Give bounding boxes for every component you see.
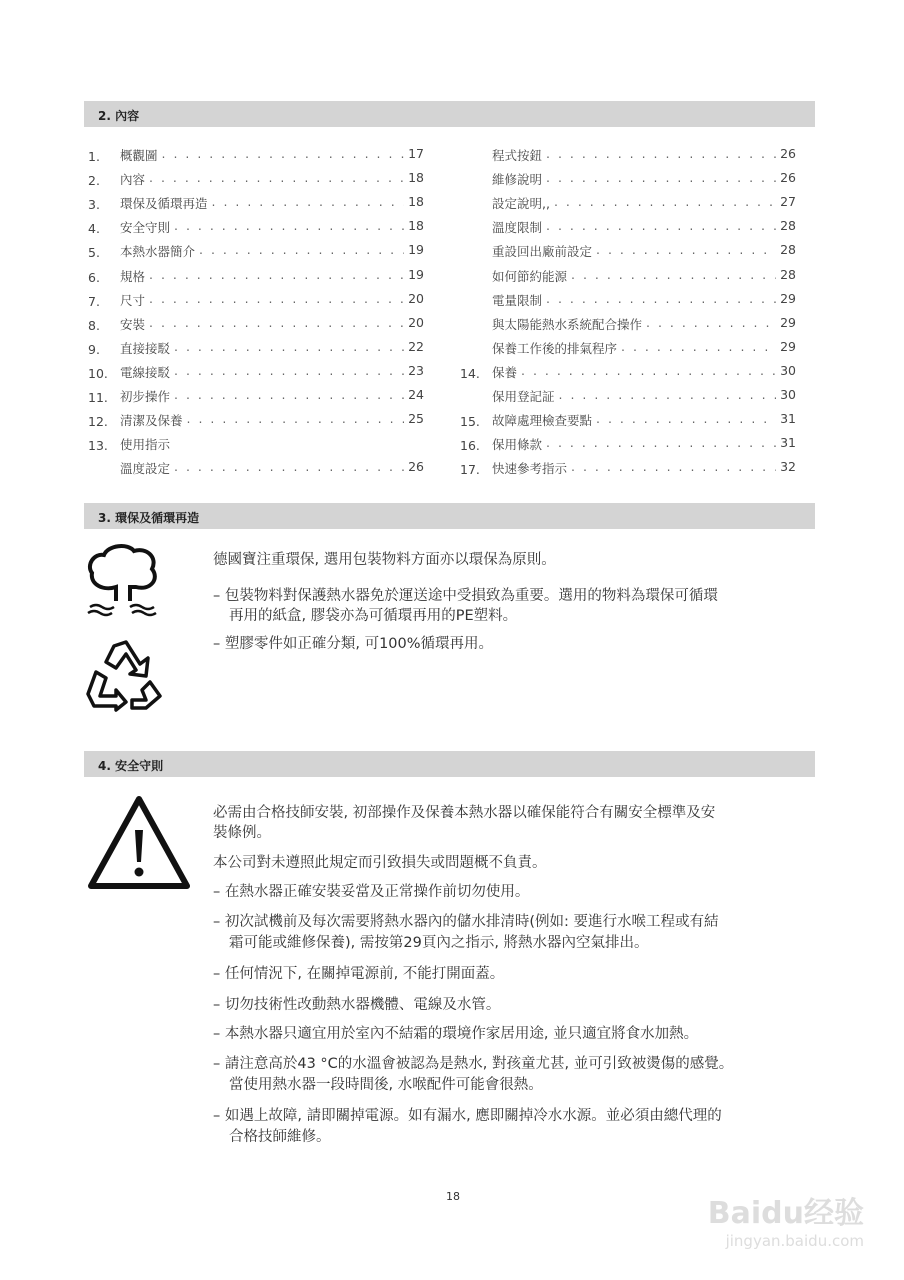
- toc-title: 內容: [120, 172, 146, 188]
- dot-leader: [571, 459, 776, 477]
- toc-title: 尺寸: [120, 292, 146, 308]
- toc-title: 環保及循環再造: [120, 196, 208, 212]
- toc-item[interactable]: [88, 218, 424, 236]
- toc-number: 6.: [88, 269, 100, 285]
- env-intro: 德國寶注重環保, 選用包裝物料方面亦以環保為原則。: [213, 552, 556, 568]
- toc-page: 20: [408, 314, 424, 330]
- toc-number: 1.: [88, 149, 100, 164]
- toc-number: 4.: [88, 221, 100, 237]
- toc-page: 29: [780, 290, 796, 306]
- toc-title: 如何節約能源: [492, 268, 568, 284]
- dot-leader: [149, 291, 404, 309]
- safety-bullet: – 如遇上故障, 請即關掉電源。如有漏水, 應即關掉冷水水源。並必須由總代理的: [213, 1108, 722, 1124]
- toc-item[interactable]: [88, 435, 424, 453]
- toc-item[interactable]: [88, 267, 424, 285]
- toc-item[interactable]: [88, 363, 424, 381]
- toc-page: 28: [780, 218, 796, 234]
- toc-page: 19: [408, 242, 424, 258]
- toc-page: 18: [408, 194, 424, 210]
- page-number: 18: [446, 1190, 460, 1203]
- toc-title: 保用登記証: [492, 389, 555, 404]
- toc-title: 概觀圖: [120, 148, 158, 163]
- toc-number: 12.: [88, 414, 108, 430]
- toc-item[interactable]: [460, 435, 796, 453]
- toc-number: 8.: [88, 317, 100, 333]
- watermark: Baidu经验 jingyan.baidu.com: [707, 1196, 864, 1250]
- toc-title: 保養: [492, 364, 518, 380]
- env-bullet: – 包裝物料對保護熱水器免於運送途中受損致為重要。選用的物料為環保可循環: [213, 588, 718, 604]
- toc-item[interactable]: [88, 242, 424, 260]
- toc-item[interactable]: [460, 242, 796, 260]
- toc-number: 14.: [460, 365, 480, 381]
- toc-page: 31: [780, 411, 796, 427]
- toc-number: 10.: [88, 365, 108, 381]
- toc-item[interactable]: [88, 291, 424, 309]
- safety-bullet: – 本熱水器只適宜用於室內不結霜的環境作家居用途, 並只適宜將食水加熱。: [213, 1026, 699, 1042]
- toc-title: 維修說明: [492, 172, 543, 188]
- safety-para: 必需由合格技師安裝, 初部操作及保養本熱水器以確保能符合有關安全標準及安: [213, 805, 716, 821]
- dot-leader: [596, 411, 776, 429]
- toc-title: 保用條款: [492, 437, 543, 453]
- toc-number: 9.: [88, 341, 100, 357]
- toc-item[interactable]: [460, 146, 796, 164]
- toc-title: 保養工作後的排氣程序: [492, 340, 618, 356]
- toc-number: 15.: [460, 414, 480, 430]
- toc-item[interactable]: [88, 387, 424, 405]
- toc-item[interactable]: [88, 146, 424, 164]
- dot-leader: [646, 315, 776, 333]
- toc-page: 30: [780, 387, 796, 402]
- safety-bullet: – 在熱水器正確安裝妥當及正常操作前切勿使用。: [213, 884, 530, 900]
- toc-title: 設定說明,,: [492, 196, 550, 212]
- dot-leader: [174, 387, 404, 405]
- safety-bullet-cont: 霜可能或維修保養), 需按第29頁內之指示, 將熱水器內空氣排出。: [229, 935, 649, 951]
- section-header-contents: 2. 內容: [84, 101, 815, 127]
- dot-leader: [149, 170, 404, 188]
- toc-item[interactable]: [88, 339, 424, 357]
- toc-item[interactable]: [460, 291, 796, 309]
- toc-page: 29: [780, 338, 796, 354]
- dot-leader: [162, 146, 405, 164]
- toc-title: 本熱水器簡介: [120, 244, 196, 260]
- toc-item[interactable]: [460, 170, 796, 188]
- toc-page: 32: [780, 459, 796, 475]
- safety-bullet: – 初次試機前及每次需要將熱水器內的儲水排清時(例如: 要進行水喉工程或有結: [213, 914, 719, 930]
- toc-item[interactable]: [88, 170, 424, 188]
- dot-leader: [174, 218, 404, 236]
- toc-title: 重設回出廠前設定: [492, 244, 593, 260]
- toc-page: 23: [408, 362, 424, 378]
- env-bullet: – 塑膠零件如正確分類, 可100%循環再用。: [213, 636, 494, 652]
- dot-leader: [621, 339, 776, 357]
- toc-item[interactable]: [460, 315, 796, 333]
- dot-leader: [546, 170, 776, 188]
- toc-title: 與太陽能熱水系統配合操作: [492, 316, 643, 332]
- toc-page: 28: [780, 266, 796, 282]
- toc-item[interactable]: [88, 411, 424, 429]
- toc-title: 安裝: [120, 316, 146, 332]
- recycle-icon: [86, 638, 164, 712]
- safety-bullet-cont: 當使用熱水器一段時間後, 水喉配件可能會很熱。: [229, 1077, 543, 1093]
- safety-para: 本公司對未遵照此規定而引致損失或問題概不負責。: [213, 855, 547, 871]
- toc-page: 17: [408, 146, 424, 161]
- toc-page: 22: [408, 338, 424, 354]
- dot-leader: [149, 315, 404, 333]
- dot-leader: [174, 459, 404, 477]
- toc-item[interactable]: [460, 218, 796, 236]
- dot-leader: [521, 363, 776, 381]
- toc-page: 27: [780, 194, 796, 210]
- toc-number: 3.: [88, 197, 100, 213]
- toc-item[interactable]: [460, 387, 796, 405]
- toc-title: 程式按鈕: [492, 148, 543, 163]
- dot-leader: [571, 267, 776, 285]
- toc-title: 初步操作: [120, 389, 171, 404]
- dot-leader: [174, 363, 404, 381]
- safety-bullet: – 請注意高於43 °C的水溫會被認為是熱水, 對孩童尤甚, 並可引致被燙傷的感覺。: [213, 1056, 734, 1072]
- env-bullet-cont: 再用的紙盒, 膠袋亦為可循環再用的PE塑料。: [229, 608, 518, 624]
- dot-leader: [174, 339, 404, 357]
- toc-item[interactable]: [460, 411, 796, 429]
- dot-leader: [149, 267, 404, 285]
- dot-leader: [187, 411, 405, 429]
- toc-number: 17.: [460, 462, 480, 478]
- toc-page: 19: [408, 266, 424, 282]
- safety-bullet-cont: 合格技師維修。: [229, 1129, 331, 1145]
- toc-page: 26: [408, 459, 424, 475]
- dot-leader: [546, 218, 776, 236]
- toc-item[interactable]: [460, 459, 796, 477]
- toc-page: 20: [408, 290, 424, 306]
- toc-number: 13.: [88, 438, 108, 454]
- dot-leader: [212, 194, 405, 212]
- safety-para-cont: 裝條例。: [213, 825, 271, 841]
- toc-title: 規格: [120, 268, 146, 284]
- toc-title: 電量限制: [492, 292, 543, 308]
- toc-page: 28: [780, 242, 796, 258]
- toc-title: 溫度設定: [120, 461, 171, 477]
- toc-number: 11.: [88, 390, 108, 405]
- toc-page: 26: [780, 146, 796, 161]
- toc-number: 16.: [460, 438, 480, 454]
- toc-number: 5.: [88, 245, 100, 261]
- dot-leader: [596, 242, 776, 260]
- toc-title: 快速參考指示: [492, 461, 568, 477]
- toc-item[interactable]: [460, 363, 796, 381]
- toc-item[interactable]: [88, 459, 424, 477]
- toc-page: 24: [408, 387, 424, 402]
- toc-item[interactable]: [460, 194, 796, 212]
- toc-item[interactable]: [460, 267, 796, 285]
- toc-title: 直接接駁: [120, 340, 171, 356]
- toc-number: 7.: [88, 293, 100, 309]
- toc-page: 30: [780, 362, 796, 378]
- toc-item[interactable]: [460, 339, 796, 357]
- toc-page: 29: [780, 314, 796, 330]
- toc-page: 26: [780, 170, 796, 186]
- dot-leader: [554, 194, 776, 212]
- dot-leader: [559, 387, 777, 405]
- section-header-safety: 4. 安全守則: [84, 751, 815, 777]
- section-header-environment: 3. 環保及循環再造: [84, 503, 815, 529]
- toc-page: 18: [408, 170, 424, 186]
- dot-leader: [546, 146, 776, 164]
- tree-icon: [84, 543, 164, 618]
- toc-item[interactable]: [88, 194, 424, 212]
- toc-title: 安全守則: [120, 220, 171, 236]
- toc-page: 18: [408, 218, 424, 234]
- safety-bullet: – 任何情況下, 在關掉電源前, 不能打開面蓋。: [213, 966, 505, 982]
- toc-title: 故障處理檢查要點: [492, 413, 593, 429]
- safety-bullet: – 切勿技術性改動熱水器機體、電線及水管。: [213, 997, 501, 1013]
- dot-leader: [546, 435, 776, 453]
- warning-triangle-icon: [86, 794, 192, 892]
- toc-number: 2.: [88, 173, 100, 189]
- toc-title: 使用指示: [120, 437, 171, 453]
- toc-page: 31: [780, 435, 796, 451]
- toc-title: 清潔及保養: [120, 413, 183, 429]
- toc-title: 電線接駁: [120, 364, 171, 380]
- dot-leader: [546, 291, 776, 309]
- dot-leader: [199, 242, 404, 260]
- toc-title: 溫度限制: [492, 220, 543, 236]
- toc-item[interactable]: [88, 315, 424, 333]
- toc-page: 25: [408, 411, 424, 427]
